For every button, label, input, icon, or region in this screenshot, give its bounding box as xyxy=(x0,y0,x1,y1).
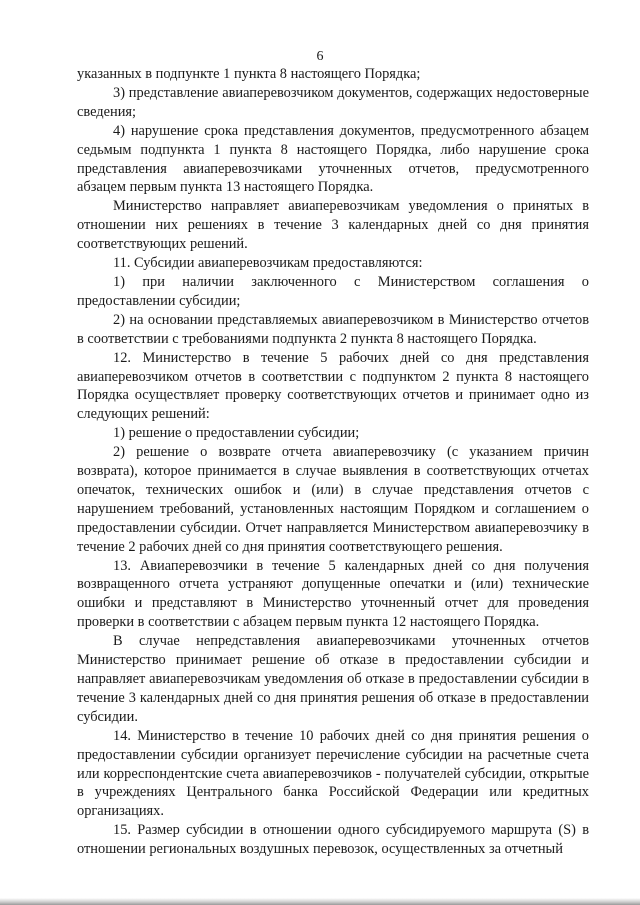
paragraph: 2) решение о возврате отчета авиаперевозчику (с указанием причин возврата), которое принимается в случае выявления в соответствующих отчетах опечаток, технических ошибок и (или) в случае представления отчетов с нарушением требований, установленных настоящим Порядком и соглашением о предоставлении субсидии. Отчет направляется Министерством авиаперевозчику в течение 2 рабочих дней со дня принятия соответствующего решения. xyxy=(77,444,589,555)
paragraph: 4) нарушение срока представления документов, предусмотренного абзацем седьмым подпункта 1 пункта 8 настоящего Порядка, либо нарушение срока представления авиаперевозчиками уточненных отчетов, предусмотренного абзацем первым пункта 13 настоящего Порядка. xyxy=(77,122,589,196)
page-number: 6 xyxy=(316,49,324,64)
paragraph: 14. Министерство в течение 10 рабочих дней со дня принятия решения о предоставлении субсидии организует перечисление субсидии на расчетные счета или корреспондентские счета авиаперевозчиков - получателей субсидии, открытые в учреждениях Центрального банка Российской Федерации или кредитных организациях. xyxy=(77,727,589,820)
paragraph: 2) на основании представляемых авиаперевозчиком в Министерство отчетов в соответствии с требованиями подпункта 2 пункта 8 настоящего Порядка. xyxy=(77,311,589,347)
paragraph: 11. Субсидии авиаперевозчикам предоставляются: xyxy=(113,255,423,272)
paragraph: В случае непредставления авиаперевозчиками уточненных отчетов Министерство принимает решение об отказе в предоставлении субсидии и направляет авиаперевозчикам уведомления об отказе в предоставлении субсидии в течение 3 календарных дней со дня принятия решения об отказе в предоставлении субсидии. xyxy=(77,633,589,725)
paragraph: 1) при наличии заключенного с Министерством соглашения о предоставлении субсидии; xyxy=(77,273,589,309)
paragraph: указанных в подпункте 1 пункта 8 настоящего Порядка; xyxy=(77,66,421,82)
scan-edge-shadow xyxy=(0,898,640,905)
paragraph: Министерство направляет авиаперевозчикам уведомления о принятых в отношении них решениях в течение 3 календарных дней со дня принятия соответствующих решений. xyxy=(77,198,589,253)
paragraph: 15. Размер субсидии в отношении одного субсидируемого маршрута (S) в отношении региональных воздушных перевозок, осуществленных за отчетный xyxy=(77,822,589,858)
document-body xyxy=(77,65,589,859)
paragraph: 12. Министерство в течение 5 рабочих дней со дня представления авиаперевозчиком отчетов в соответствии с подпунктом 2 пункта 8 настоящего Порядка осуществляет проверку соответствующих отчетов и принимает одно из следующих решений: xyxy=(77,349,589,423)
paragraph: 3) представление авиаперевозчиком документов, содержащих недостоверные сведения; xyxy=(77,84,589,120)
paragraph: 1) решение о предоставлении субсидии; xyxy=(113,425,360,442)
paragraph: 13. Авиаперевозчики в течение 5 календарных дней со дня получения возвращенного отчета устраняют допущенные опечатки и (или) технические ошибки и представляют в Министерство уточненный отчет для проведения проверки в соответствии с абзацем первым пункта 12 настоящего Порядка. xyxy=(77,557,589,631)
